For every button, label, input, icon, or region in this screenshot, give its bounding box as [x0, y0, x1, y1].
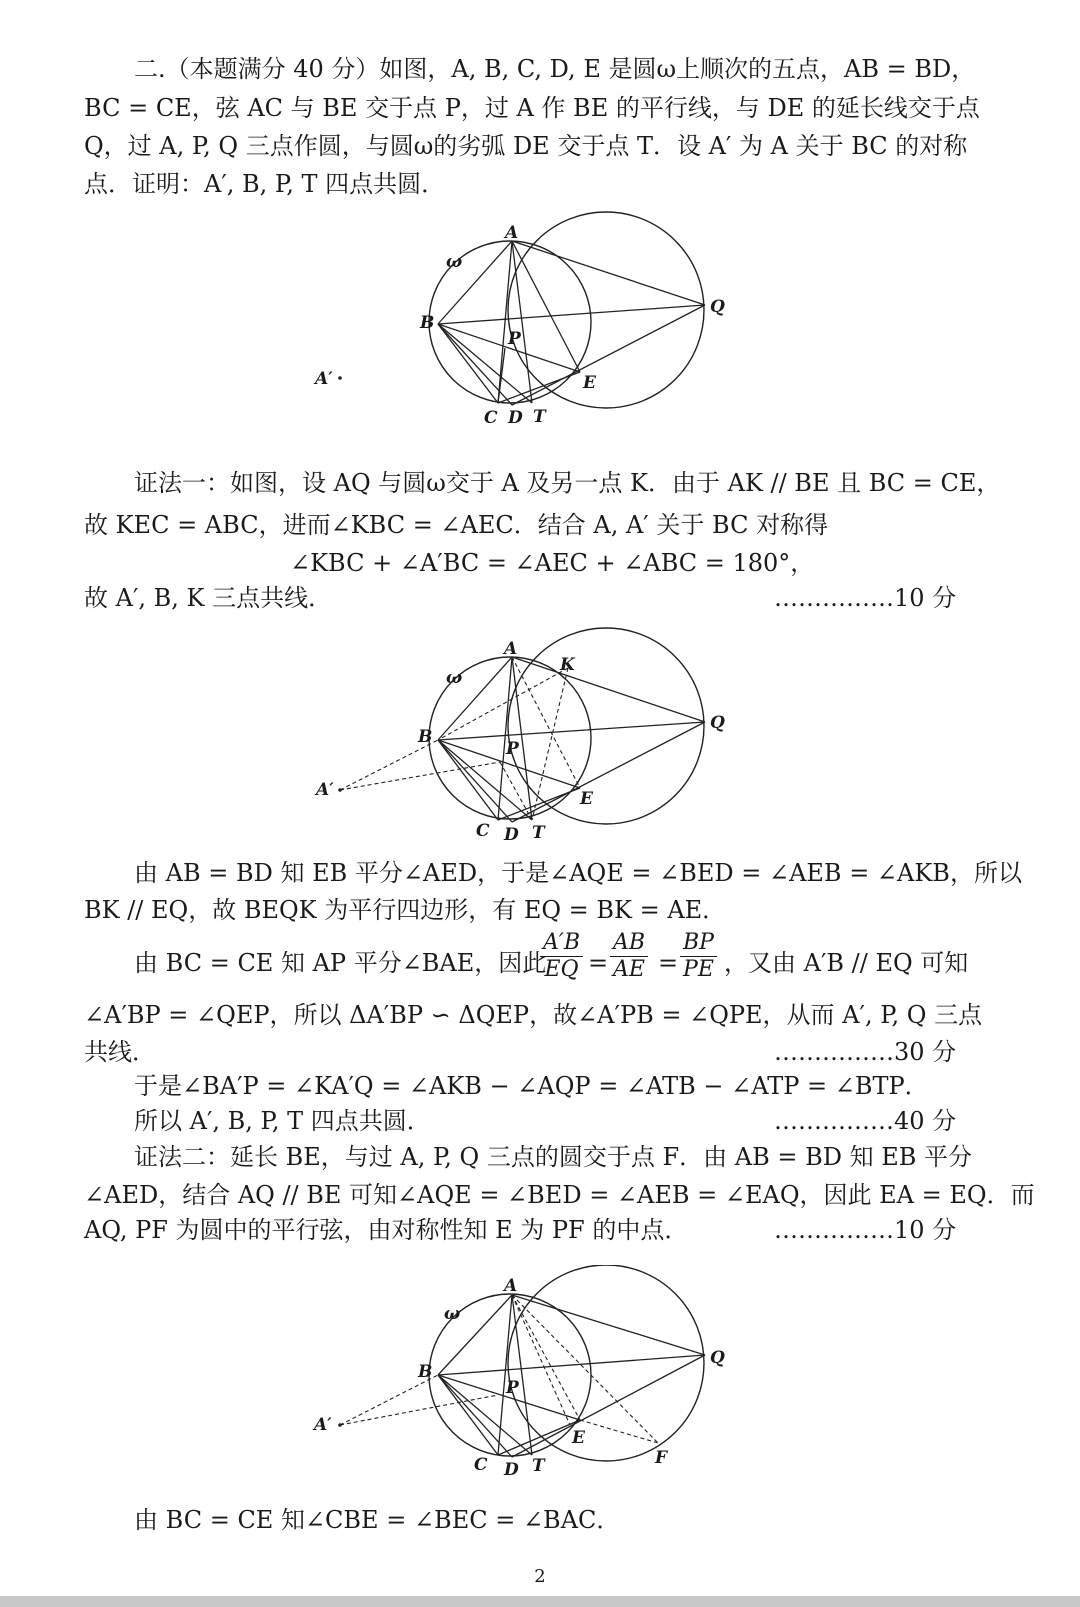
point-a-prime [338, 1423, 342, 1427]
proof1-line-1: 证法一：如图，设 AQ 与圆ω交于 A 及另一点 K．由于 AK // BE 且 BC = CE， [134, 469, 1001, 497]
proof2-line-2: ∠AED，结合 AQ // BE 可知∠AQE = ∠BED = ∠AEB = ∠EAQ，因此 EA = EQ．而 [84, 1181, 1035, 1209]
label-a-prime: A′ [316, 780, 334, 800]
equals-2: = [658, 949, 679, 977]
label-omega: ω [444, 1304, 461, 1324]
dashed-kt [532, 668, 568, 820]
point-a-prime [338, 788, 342, 792]
label-q: Q [710, 297, 725, 317]
score-10-b: ……………10 分 [774, 1216, 957, 1244]
proof1-line-7b: ，又由 A′B // EQ 可知 [724, 949, 969, 977]
label-b: B [420, 313, 435, 333]
figure-1 [300, 200, 760, 440]
segment-ce [498, 1420, 580, 1455]
label-a-prime: A′ [314, 1415, 332, 1435]
label-e: E [580, 789, 593, 809]
problem-line-2: BC = CE，弦 AC 与 BE 交于点 P，过 A 作 BE 的平行线，与 DE 的延长线交于点 [84, 94, 980, 122]
proof1-line-2: 故 KEC = ABC，进而∠KBC = ∠AEC．结合 A, A′ 关于 BC 对称得 [84, 511, 829, 539]
problem-line-4: 点．证明：A′, B, P, T 四点共圆． [84, 170, 446, 198]
dashed-a-prime-b [340, 1375, 438, 1425]
fraction-a-prime-b-over-eq: $\frac{A'B}{EQ}$ [540, 930, 583, 983]
label-q: Q [710, 713, 725, 733]
proof1-line-6: BK // EQ，故 BEQK 为平行四边形，有 EQ = BK = AE． [84, 896, 727, 924]
label-c: C [474, 1455, 488, 1475]
label-d: D [504, 825, 519, 845]
proof1-line-5: 由 AB = BD 知 EB 平分∠AED，于是∠AQE = ∠BED = ∠AEB = ∠AKB，所以 [134, 859, 1022, 887]
label-omega: ω [446, 252, 463, 272]
label-omega: ω [446, 668, 463, 688]
circle-apq [508, 212, 704, 408]
fraction-bp-over-pe: $\frac{BP}{PE}$ [680, 930, 717, 983]
label-a: A [505, 223, 519, 243]
label-d: D [508, 408, 523, 428]
bottom-bar [0, 1596, 1080, 1607]
proof2-line-4: 由 BC = CE 知∠CBE = ∠BEC = ∠BAC． [134, 1506, 621, 1534]
proof1-line-8: ∠A′BP = ∠QEP，所以 ΔA′BP ∽ ΔQEP，故∠A′PB = ∠QPE，从而 A′, P, Q 三点 [84, 1001, 983, 1029]
point-a-prime [338, 376, 342, 380]
segment-ac [498, 241, 512, 403]
segment-bq [438, 305, 705, 324]
proof1-line-7a: 由 BC = CE 知 AP 平分∠BAE，因此 [134, 949, 547, 977]
label-t: T [532, 823, 545, 843]
proof2-line-1: 证法二：延长 BE，与过 A, P, Q 三点的圆交于点 F．由 AB = BD 知 EB 平分 [134, 1143, 973, 1171]
label-b: B [418, 1362, 433, 1382]
proof2-line-3: AQ, PF 为圆中的平行弦，由对称性知 E 为 PF 的中点． [84, 1216, 689, 1244]
fraction-ab-over-ae: $\frac{AB}{AE}$ [610, 930, 648, 983]
label-b: B [418, 727, 433, 747]
segment-aq [512, 1295, 705, 1355]
label-c: C [484, 408, 498, 428]
score-40: ……………40 分 [774, 1107, 957, 1135]
equals-1: = [588, 949, 609, 977]
problem-line-1: 二.（本题满分 40 分）如图，A, B, C, D, E 是圆ω上顺次的五点，AB = BD， [134, 55, 976, 83]
dashed-a-prime-p [340, 1395, 498, 1425]
segment-bq [438, 722, 705, 740]
proof1-line-11: 所以 A′, B, P, T 四点共圆． [134, 1107, 431, 1135]
figure-3 [300, 1265, 760, 1490]
proof1-line-9: 共线． [84, 1038, 156, 1066]
circle-apq [508, 628, 704, 824]
figure-2 [300, 620, 760, 850]
label-t: T [533, 407, 546, 427]
label-t: T [532, 1456, 545, 1476]
segment-bq [438, 1355, 705, 1375]
label-c: C [476, 821, 490, 841]
segment-at [512, 241, 532, 403]
label-a: A [504, 639, 518, 659]
page-number: 2 [534, 1566, 546, 1587]
label-p: P [506, 1378, 519, 1398]
segment-bc [438, 1375, 498, 1455]
label-f: F [655, 1448, 668, 1468]
segment-qd [512, 722, 705, 822]
label-k: K [560, 655, 575, 675]
proof1-line-3: ∠KBC + ∠A′BC = ∠AEC + ∠ABC = 180°， [290, 549, 815, 577]
label-a-prime: A′ [315, 369, 333, 389]
proof1-line-10: 于是∠BA′P = ∠KA′Q = ∠AKB − ∠AQP = ∠ATB − ∠ATP = ∠BTP． [134, 1072, 929, 1100]
label-e: E [572, 1428, 585, 1448]
segment-ac [498, 1295, 512, 1455]
dashed-a-prime-b [340, 740, 438, 790]
label-e: E [583, 373, 596, 393]
label-a: A [504, 1276, 518, 1296]
score-30: ……………30 分 [774, 1038, 957, 1066]
problem-line-3: Q，过 A, P, Q 三点作圆，与圆ω的劣弧 DE 交于点 T．设 A′ 为 A 关于 BC 的对称 [84, 132, 968, 160]
score-10-a: ……………10 分 [774, 584, 957, 612]
proof1-line-4: 故 A′, B, K 三点共线． [84, 584, 333, 612]
dashed-a-prime-p [340, 762, 500, 790]
label-d: D [504, 1460, 519, 1480]
label-p: P [506, 739, 519, 759]
label-q: Q [710, 1348, 725, 1368]
segment-aq [512, 657, 705, 722]
segment-qd [512, 1355, 705, 1457]
label-p: P [508, 329, 521, 349]
segment-at [512, 1295, 532, 1455]
segment-qd [512, 305, 705, 405]
